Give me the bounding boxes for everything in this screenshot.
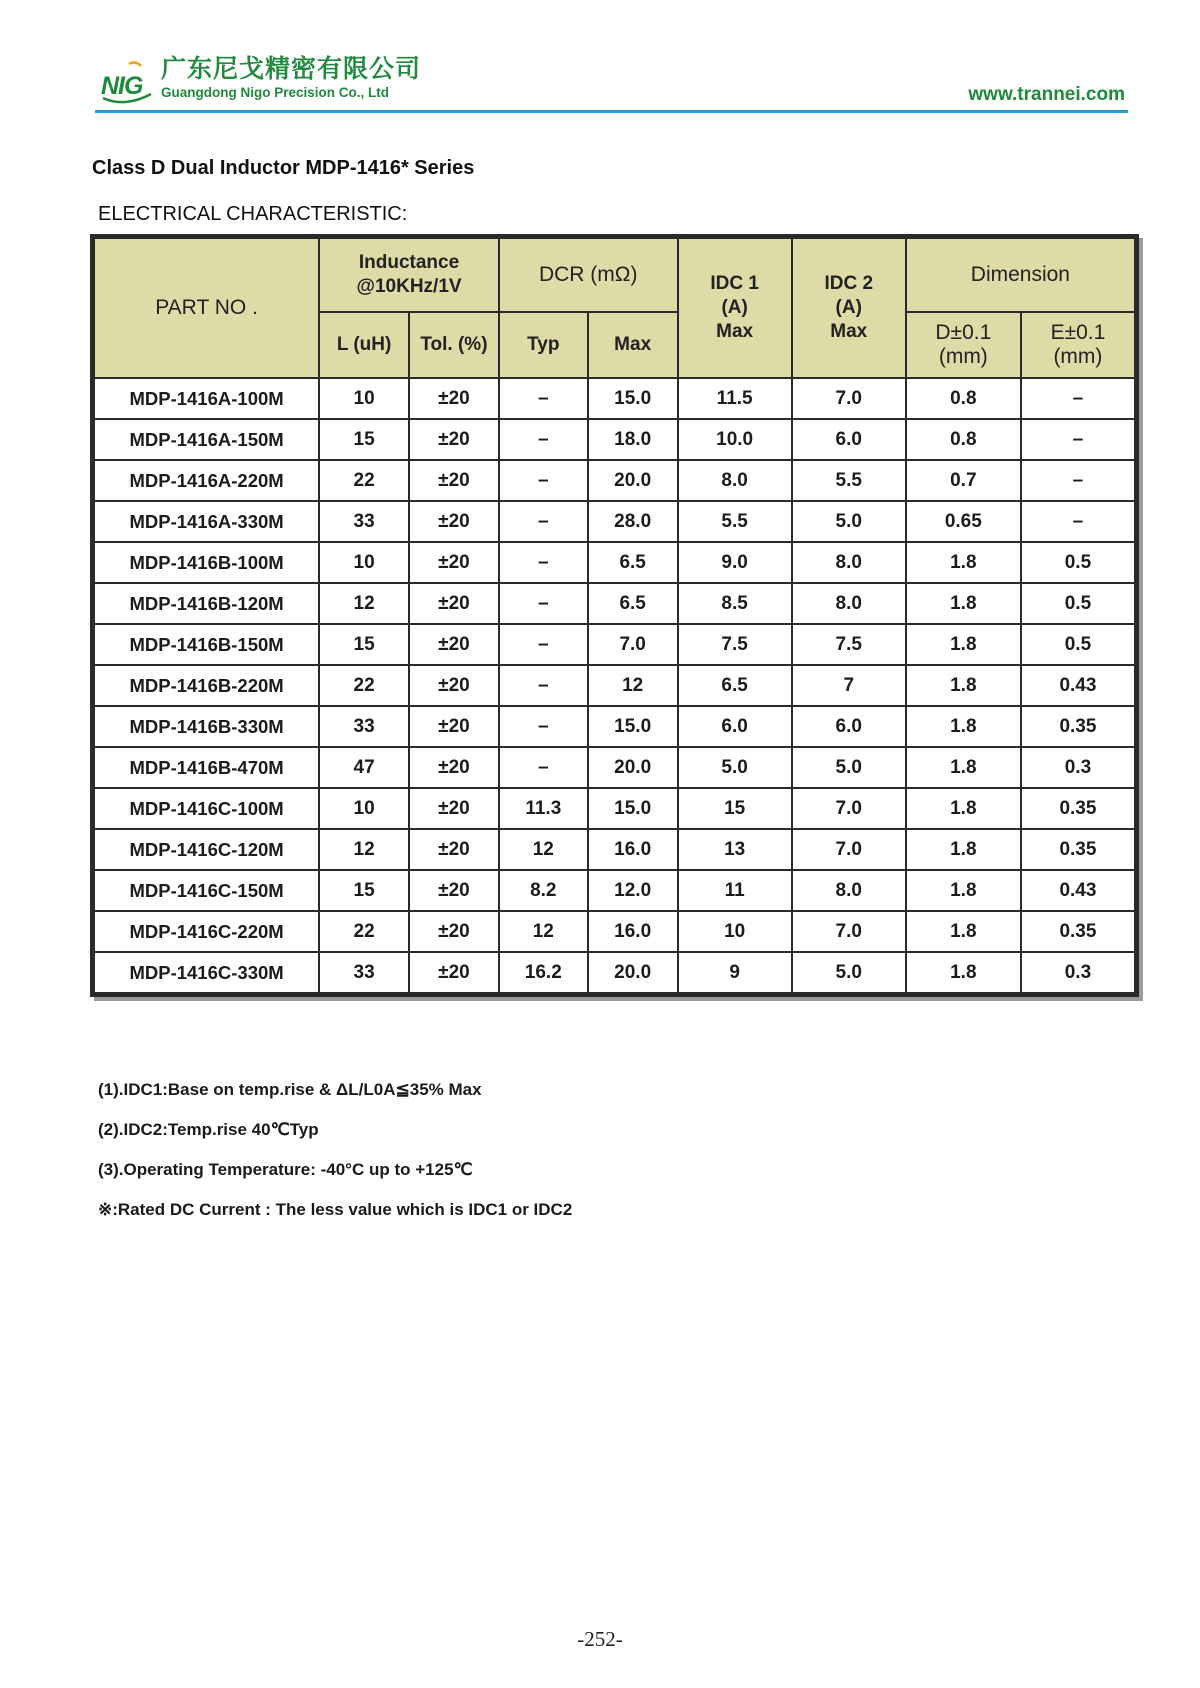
header-idc1-line1: IDC 1 [710, 273, 759, 294]
header-idc2-line2: (A) [835, 297, 862, 318]
part-no-cell: MDP-1416A-150M [94, 419, 319, 460]
inductance-cell: 15 [319, 624, 409, 665]
header-dim-e-line2: (mm) [1053, 345, 1103, 368]
idc2-cell: 7.0 [792, 378, 906, 419]
header-inductance-condition: @10KHz/1V [356, 276, 462, 297]
note-idc1: (1).IDC1:Base on temp.rise & ΔL/L0A≦35% Max [98, 1080, 482, 1099]
dim-e-cell: 0.35 [1021, 788, 1135, 829]
inductance-cell: 10 [319, 788, 409, 829]
idc2-cell: 5.0 [792, 952, 906, 993]
inductance-cell: 10 [319, 542, 409, 583]
dim-e-cell: 0.3 [1021, 747, 1135, 788]
dim-d-cell: 1.8 [906, 747, 1021, 788]
dim-d-cell: 1.8 [906, 706, 1021, 747]
table-row [94, 911, 1135, 952]
dcr-max-cell: 20.0 [588, 747, 678, 788]
header-idc1-line3: Max [716, 321, 754, 342]
dim-e-cell: 0.35 [1021, 829, 1135, 870]
dcr-max-cell: 16.0 [588, 911, 678, 952]
idc2-cell: 5.0 [792, 501, 906, 542]
part-no-cell: MDP-1416A-220M [94, 460, 319, 501]
inductance-cell: 12 [319, 829, 409, 870]
header-dim-e [1021, 312, 1135, 378]
table-row [94, 952, 1135, 993]
header-idc2-line3: Max [830, 321, 868, 342]
tolerance-cell: ±20 [409, 460, 499, 501]
idc1-cell: 15 [678, 788, 792, 829]
dim-e-cell: 0.5 [1021, 624, 1135, 665]
dim-d-cell: 1.8 [906, 911, 1021, 952]
dcr-typ-cell: – [499, 501, 588, 542]
header-l-uh: L (uH) [319, 312, 409, 378]
part-no-cell: MDP-1416A-330M [94, 501, 319, 542]
table-row [94, 460, 1135, 501]
tolerance-cell: ±20 [409, 829, 499, 870]
dcr-max-cell: 15.0 [588, 788, 678, 829]
idc1-cell: 6.5 [678, 665, 792, 706]
dim-d-cell: 1.8 [906, 624, 1021, 665]
idc1-cell: 8.5 [678, 583, 792, 624]
dcr-max-cell: 15.0 [588, 378, 678, 419]
dcr-typ-cell: 12 [499, 829, 588, 870]
logo-text: NIG [101, 72, 143, 100]
table-row [94, 870, 1135, 911]
table-row [94, 542, 1135, 583]
spec-table [93, 237, 1136, 994]
idc2-cell: 8.0 [792, 583, 906, 624]
inductance-cell: 10 [319, 378, 409, 419]
table-row [94, 583, 1135, 624]
tolerance-cell: ±20 [409, 870, 499, 911]
part-no-cell: MDP-1416B-330M [94, 706, 319, 747]
dcr-typ-cell: 11.3 [499, 788, 588, 829]
dcr-typ-cell: – [499, 665, 588, 706]
dcr-max-cell: 15.0 [588, 706, 678, 747]
inductance-cell: 22 [319, 665, 409, 706]
header-divider [95, 110, 1128, 113]
idc1-cell: 10.0 [678, 419, 792, 460]
header-inductance [319, 238, 499, 312]
dcr-typ-cell: – [499, 706, 588, 747]
header-tol: Tol. (%) [409, 312, 499, 378]
inductance-cell: 15 [319, 870, 409, 911]
header-dcr: DCR (mΩ) [499, 238, 678, 312]
dim-d-cell: 0.8 [906, 378, 1021, 419]
note-rated-dc-current: ※:Rated DC Current : The less value which is IDC1 or IDC2 [98, 1200, 573, 1219]
idc1-cell: 9 [678, 952, 792, 993]
idc2-cell: 6.0 [792, 706, 906, 747]
page-header [95, 50, 1125, 112]
idc1-cell: 10 [678, 911, 792, 952]
header-inductance-label: Inductance [358, 252, 460, 273]
header-dim-e-line1: E±0.1 [1050, 321, 1106, 344]
table-row [94, 829, 1135, 870]
dim-d-cell: 1.8 [906, 583, 1021, 624]
table-row [94, 501, 1135, 542]
header-idc1-line2: (A) [721, 297, 748, 318]
tolerance-cell: ±20 [409, 542, 499, 583]
part-no-cell: MDP-1416B-120M [94, 583, 319, 624]
note-idc2: (2).IDC2:Temp.rise 40℃Typ [98, 1120, 319, 1139]
tolerance-cell: ±20 [409, 665, 499, 706]
dim-e-cell: 0.3 [1021, 952, 1135, 993]
idc2-cell: 7.0 [792, 829, 906, 870]
table-row [94, 788, 1135, 829]
part-no-cell: MDP-1416B-100M [94, 542, 319, 583]
inductance-cell: 12 [319, 583, 409, 624]
table-row [94, 624, 1135, 665]
dcr-typ-cell: – [499, 542, 588, 583]
idc2-cell: 7.0 [792, 788, 906, 829]
page-number: -252- [577, 1627, 623, 1651]
dim-d-cell: 1.8 [906, 829, 1021, 870]
idc2-cell: 5.5 [792, 460, 906, 501]
dcr-typ-cell: – [499, 583, 588, 624]
dcr-max-cell: 12.0 [588, 870, 678, 911]
inductance-cell: 22 [319, 911, 409, 952]
idc1-cell: 13 [678, 829, 792, 870]
part-no-cell: MDP-1416B-470M [94, 747, 319, 788]
idc1-cell: 11.5 [678, 378, 792, 419]
tolerance-cell: ±20 [409, 624, 499, 665]
header-dim-d [906, 312, 1021, 378]
dcr-max-cell: 28.0 [588, 501, 678, 542]
dim-e-cell: – [1021, 378, 1135, 419]
header-idc1 [678, 238, 792, 378]
idc2-cell: 7 [792, 665, 906, 706]
dim-e-cell: – [1021, 501, 1135, 542]
tolerance-cell: ±20 [409, 583, 499, 624]
part-no-cell: MDP-1416C-330M [94, 952, 319, 993]
company-name [161, 54, 421, 102]
dcr-max-cell: 6.5 [588, 583, 678, 624]
dcr-max-cell: 7.0 [588, 624, 678, 665]
header-idc2 [792, 238, 906, 378]
dim-d-cell: 1.8 [906, 542, 1021, 583]
website-url: www.trannei.com [968, 84, 1125, 105]
header-dcr-max: Max [588, 312, 678, 378]
tolerance-cell: ±20 [409, 911, 499, 952]
idc1-cell: 11 [678, 870, 792, 911]
header-dcr-typ: Typ [499, 312, 588, 378]
dim-d-cell: 0.8 [906, 419, 1021, 460]
dim-d-cell: 0.7 [906, 460, 1021, 501]
dcr-typ-cell: – [499, 378, 588, 419]
dcr-typ-cell: – [499, 419, 588, 460]
table-row [94, 378, 1135, 419]
dim-d-cell: 1.8 [906, 788, 1021, 829]
dim-d-cell: 0.65 [906, 501, 1021, 542]
tolerance-cell: ±20 [409, 419, 499, 460]
document-title: Class D Dual Inductor MDP-1416* Series [92, 157, 475, 179]
dcr-typ-cell: 8.2 [499, 870, 588, 911]
dcr-max-cell: 6.5 [588, 542, 678, 583]
table-row [94, 706, 1135, 747]
dim-d-cell: 1.8 [906, 870, 1021, 911]
dim-e-cell: – [1021, 460, 1135, 501]
dcr-typ-cell: – [499, 747, 588, 788]
dim-e-cell: 0.5 [1021, 542, 1135, 583]
dim-d-cell: 1.8 [906, 665, 1021, 706]
idc2-cell: 8.0 [792, 542, 906, 583]
part-no-cell: MDP-1416C-100M [94, 788, 319, 829]
header-part-no: PART NO . [94, 238, 319, 378]
header-idc2-line1: IDC 2 [824, 273, 874, 294]
inductance-cell: 33 [319, 952, 409, 993]
tolerance-cell: ±20 [409, 788, 499, 829]
part-no-cell: MDP-1416C-150M [94, 870, 319, 911]
idc1-cell: 8.0 [678, 460, 792, 501]
idc2-cell: 6.0 [792, 419, 906, 460]
dcr-typ-cell: – [499, 460, 588, 501]
tolerance-cell: ±20 [409, 706, 499, 747]
header-dim-d-line2: (mm) [938, 345, 988, 368]
dcr-typ-cell: 16.2 [499, 952, 588, 993]
inductance-cell: 15 [319, 419, 409, 460]
tolerance-cell: ±20 [409, 747, 499, 788]
idc2-cell: 8.0 [792, 870, 906, 911]
header-dimension: Dimension [906, 238, 1135, 312]
inductance-cell: 33 [319, 706, 409, 747]
dcr-max-cell: 12 [588, 665, 678, 706]
dim-e-cell: 0.43 [1021, 665, 1135, 706]
header-dim-d-line1: D±0.1 [935, 321, 992, 344]
note-operating-temperature: (3).Operating Temperature: -40°C up to +125℃ [98, 1160, 473, 1179]
dcr-max-cell: 18.0 [588, 419, 678, 460]
section-title: ELECTRICAL CHARACTERISTIC: [98, 203, 408, 225]
idc1-cell: 9.0 [678, 542, 792, 583]
table-row [94, 419, 1135, 460]
dim-e-cell: 0.35 [1021, 706, 1135, 747]
table-body [94, 378, 1135, 993]
dcr-typ-cell: – [499, 624, 588, 665]
dcr-typ-cell: 12 [499, 911, 588, 952]
dcr-max-cell: 20.0 [588, 460, 678, 501]
part-no-cell: MDP-1416C-120M [94, 829, 319, 870]
idc2-cell: 7.5 [792, 624, 906, 665]
company-logo [95, 58, 157, 108]
tolerance-cell: ±20 [409, 952, 499, 993]
part-no-cell: MDP-1416B-220M [94, 665, 319, 706]
dim-d-cell: 1.8 [906, 952, 1021, 993]
company-name-cn: 广东尼戈精密有限公司 [161, 54, 422, 83]
notes [98, 1080, 572, 1240]
dcr-max-cell: 20.0 [588, 952, 678, 993]
company-name-en: Guangdong Nigo Precision Co., Ltd [161, 85, 389, 100]
inductance-cell: 33 [319, 501, 409, 542]
idc2-cell: 5.0 [792, 747, 906, 788]
dim-e-cell: 0.35 [1021, 911, 1135, 952]
part-no-cell: MDP-1416C-220M [94, 911, 319, 952]
idc2-cell: 7.0 [792, 911, 906, 952]
table-row [94, 665, 1135, 706]
idc1-cell: 6.0 [678, 706, 792, 747]
idc1-cell: 5.0 [678, 747, 792, 788]
part-no-cell: MDP-1416A-100M [94, 378, 319, 419]
idc1-cell: 7.5 [678, 624, 792, 665]
inductance-cell: 47 [319, 747, 409, 788]
inductance-cell: 22 [319, 460, 409, 501]
table-row [94, 747, 1135, 788]
part-no-cell: MDP-1416B-150M [94, 624, 319, 665]
dcr-max-cell: 16.0 [588, 829, 678, 870]
tolerance-cell: ±20 [409, 501, 499, 542]
idc1-cell: 5.5 [678, 501, 792, 542]
dim-e-cell: – [1021, 419, 1135, 460]
electrical-characteristic-table [90, 234, 1139, 997]
dim-e-cell: 0.5 [1021, 583, 1135, 624]
tolerance-cell: ±20 [409, 378, 499, 419]
table-header-row-1 [94, 238, 1135, 312]
dim-e-cell: 0.43 [1021, 870, 1135, 911]
